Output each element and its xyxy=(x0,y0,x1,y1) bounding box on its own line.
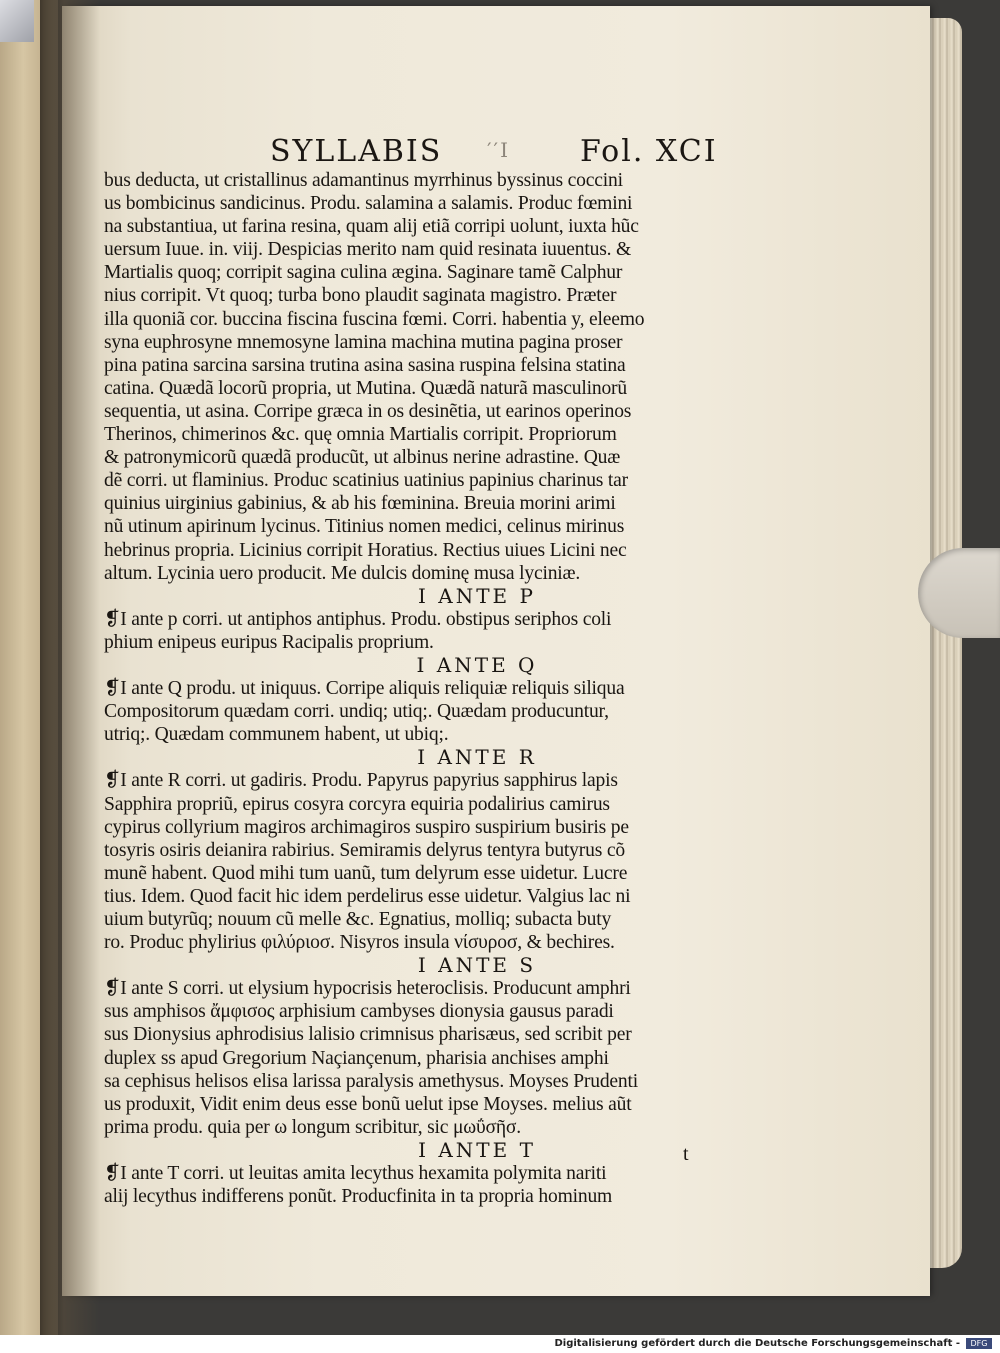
text-line: utriq;. Quædam communem habent, ut ubiq;. xyxy=(104,724,449,746)
text-line: sus Dionysius aphrodisius lalisio crimnisus pharisæus, sed scribit per xyxy=(104,1024,632,1046)
book-page xyxy=(62,6,930,1296)
text-line: tius. Idem. Quod facit hic idem perdelirus esse uidetur. Valgius lac ni xyxy=(104,885,631,907)
text-line: us bombicinus sandicinus. Produ. salamina a salamis. Produc fœmini xyxy=(104,193,633,215)
text-line: & patronymicorũ quædã producũt, ut albinus nerine adrastine. Quæ xyxy=(104,447,621,469)
text-block xyxy=(104,169,810,1208)
text-line: ro. Produc phylirius φιλύριοσ. Nisyros insula νίσυροσ, & bechires. xyxy=(104,932,615,954)
text-line: Compositorum quædam corri. undiq; utiq;. Quædam producuntur, xyxy=(104,701,609,723)
text-line: ❡I ante T corri. ut leuitas amita lecythus hexamita polymita nariti xyxy=(104,1163,607,1185)
text-line: quinius uirginius gabinius, & ab his fœminina. Breuia morini arimi xyxy=(104,493,616,515)
text-line: alij lecythus indifferens ponũt. Producfinita in ta propria hominum xyxy=(104,1186,613,1208)
text-line: nũ utinum apirinum lycinus. Titinius nomen medici, celinus mirinus xyxy=(104,516,625,538)
text-line: uium butyrũq; nouum cũ melle &c. Egnatius, molliq; subacta buty xyxy=(104,909,612,930)
text-line: hebrinus propria. Licinius corripit Horatius. Rectius uiues Licini nec xyxy=(104,539,627,561)
running-head: SYLLABIS xyxy=(270,134,443,169)
text-line: Sapphira propriũ, epirus cosyra corcyra equiria podalirius camirus xyxy=(104,793,610,815)
section-heading: I ANTE Q xyxy=(416,652,538,677)
spine-shadow xyxy=(40,0,100,1335)
text-line: tosyris osiris deianira rabirius. Semiramis delyrus tentyra butyrus cõ xyxy=(104,839,625,861)
text-line: na substantiua, ut farina resina, quam alij etiã corripi uolunt, iuxta hũc xyxy=(104,216,639,238)
text-line: ❡I ante p corri. ut antiphos antiphus. Produ. obstipus seriphos coli xyxy=(104,608,612,630)
text-line: sa cephisus helisos elisa larissa paralysis amethysus. Moyses Prudenti xyxy=(104,1070,639,1092)
text-line: nius corripit. Vt quoq; turba bono plaudit saginata magistro. Præter xyxy=(104,285,617,307)
text-line: phium enipeus euripus Racipalis proprium. xyxy=(104,631,434,653)
text-line: us produxit, Vidit enim deus esse bonũ uelut ipse Moyses. melius aũt xyxy=(104,1093,632,1115)
text-line: catina. Quædã locorũ propria, ut Mutina. Quædã naturã masculinorũ xyxy=(104,377,627,399)
signature-mark: t xyxy=(683,1143,689,1165)
section-heading: I ANTE R xyxy=(417,745,537,770)
text-line: Martialis quoq; corripit sagina culina ægina. Saginare tamẽ Calphur xyxy=(104,262,623,284)
text-line: uersum Iuue. in. viij. Despicias merito nam quid resinata iuuentus. & xyxy=(104,239,632,261)
section-heading: I ANTE P xyxy=(418,583,536,608)
text-line: ❡I ante Q produ. ut iniquus. Corripe aliquis reliquiæ reliquis siliqua xyxy=(104,678,625,700)
text-line: pina patina sarcina sarsina trutina asina sasina ruspina felsina statina xyxy=(104,354,626,376)
section-heading: I ANTE T xyxy=(418,1137,536,1162)
text-line: bus deducta, ut cristallinus adamantinus myrrhinus byssinus coccini xyxy=(104,170,623,191)
book-cover-fragment xyxy=(0,0,34,42)
text-line: Therinos, chimerinos &c. quę omnia Martialis corripit. Propriorum xyxy=(104,424,617,446)
text-line: altum. Lycinia uero producit. Me dulcis dominę musa lyciniæ. xyxy=(104,562,581,584)
text-line: cypirus collyrium magiros archimagiros suspiro suspirium busiris pe xyxy=(104,816,629,838)
footer-credit: Digitalisierung gefördert durch die Deutsche Forschungsgemeinschaft - xyxy=(554,1338,960,1349)
section-heading: I ANTE S xyxy=(417,953,537,978)
text-line: sequentia, ut asina. Corripe græca in os desinẽtia, ut earinos operinos xyxy=(104,400,632,422)
dfg-logo: DFG xyxy=(966,1338,992,1349)
text-line: ❡I ante S corri. ut elysium hypocrisis heteroclisis. Producunt amphri xyxy=(104,978,631,1000)
text-line: sus amphisos ἄμφισος arphisium cambyses dionysia gausus paradi xyxy=(104,1001,614,1023)
text-line: dẽ corri. ut flaminius. Produc scatinius uatinius papinius charinus tar xyxy=(104,470,628,492)
folio-number: Fol. XCI xyxy=(580,134,718,169)
text-line: syna euphrosyne mnemosyne lamina machina mutina pagina proser xyxy=(104,331,623,353)
text-line: ❡I ante R corri. ut gadiris. Produ. Papyrus papyrius sapphirus lapis xyxy=(104,770,618,792)
text-line: illa quoniã cor. buccina fiscina fuscina fœmi. Corri. habentia y, eleemo xyxy=(104,308,645,330)
text-line: duplex ss apud Gregorium Naçiançenum, pharisia anchises amphi xyxy=(104,1047,609,1069)
text-line: munẽ habent. Quod mihi tum uanũ, tum delyrum esse uidetur. Lucre xyxy=(104,862,628,884)
text-line: prima produ. quia per ω longum scribitur, sic μωΰσῆσ. xyxy=(104,1116,521,1138)
clasp-ribbon xyxy=(918,548,1000,638)
head-mark: ′′I xyxy=(487,138,510,162)
